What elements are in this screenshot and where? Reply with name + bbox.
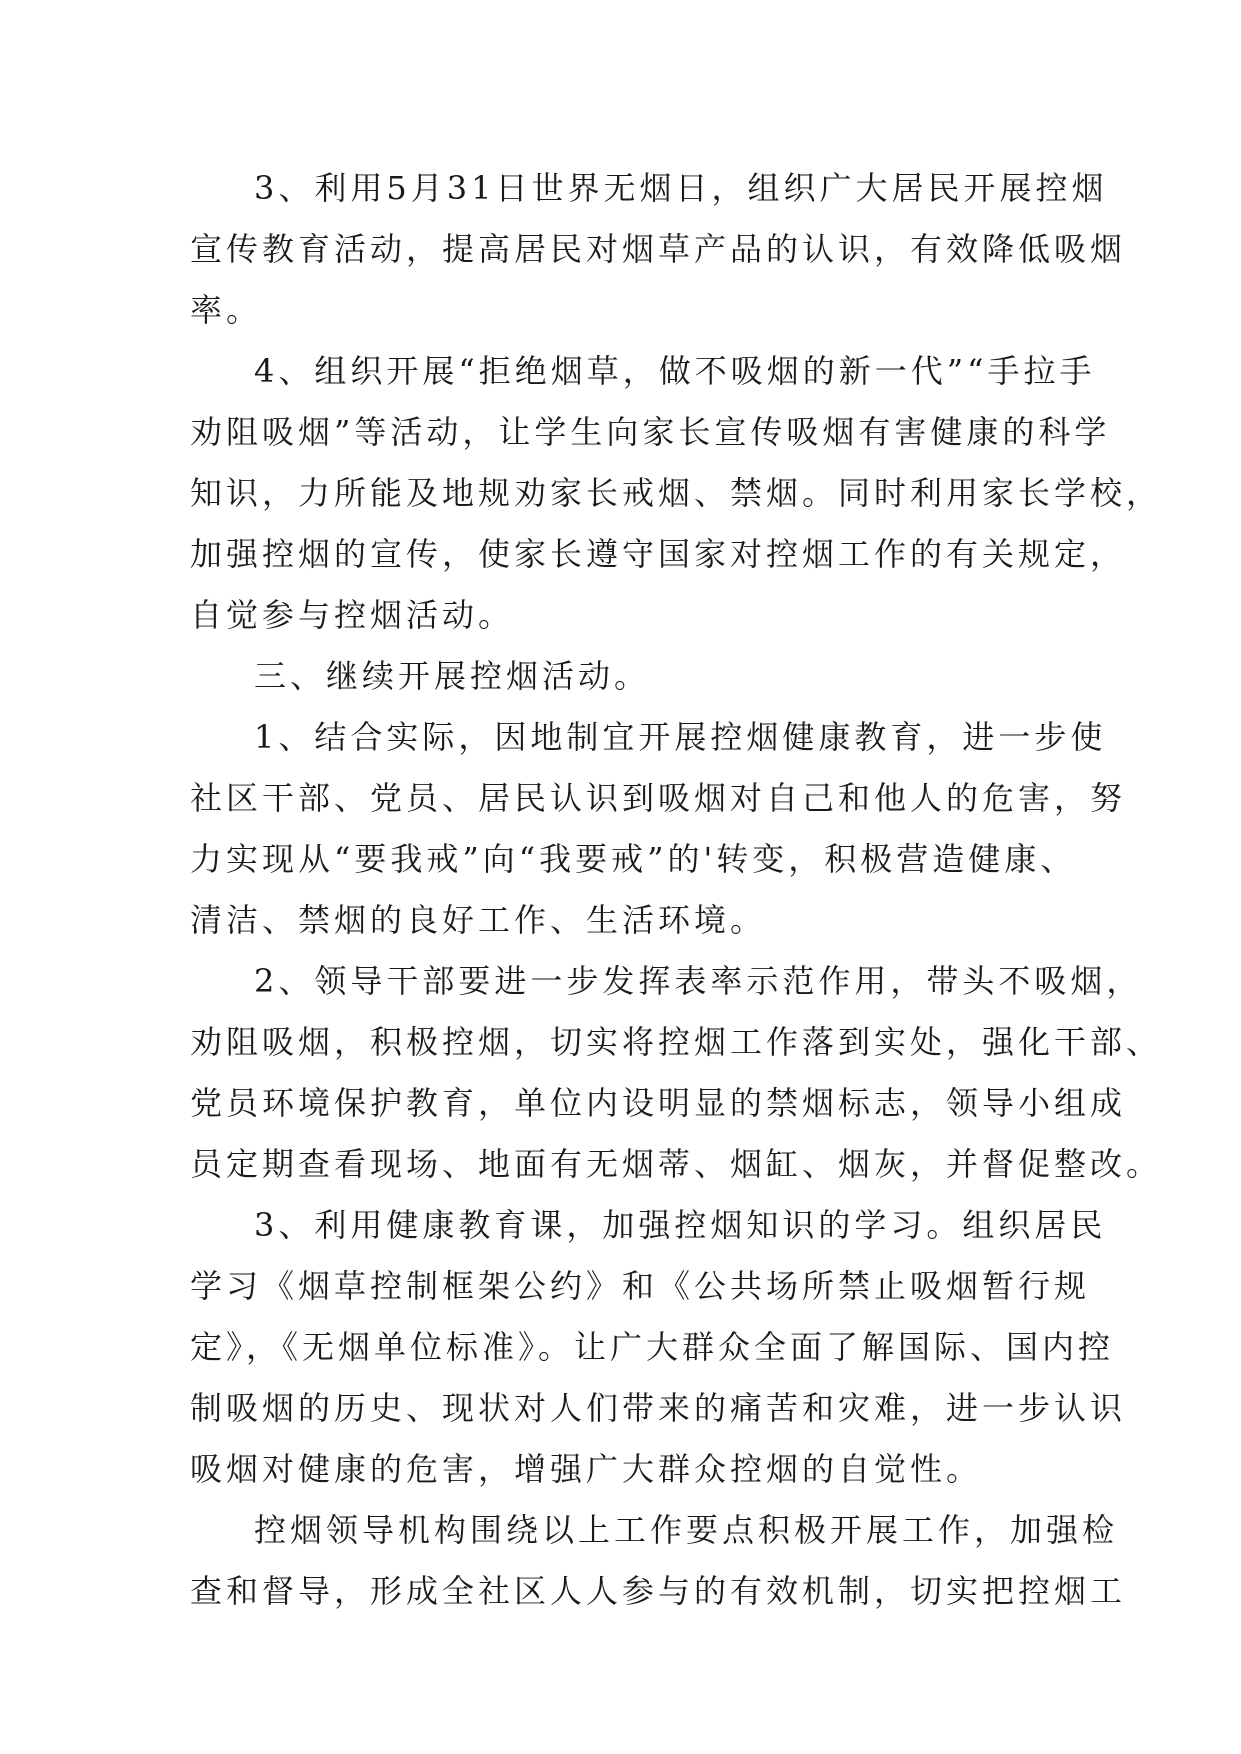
text-line: 力实现从“要我戒”向“我要戒”的'转变，积极营造健康、 [190, 840, 1077, 878]
paragraph-knowledge-study [190, 1195, 1127, 1500]
text-line: 控烟领导机构围绕以上工作要点积极开展工作，加强检 [254, 1511, 1119, 1549]
section-heading [190, 646, 1090, 707]
text-line: 查和督导，形成全社区人人参与的有效机制，切实把控烟工 [190, 1572, 1127, 1610]
text-line: 宣传教育活动，提高居民对烟草产品的认识，有效降低吸烟 [190, 230, 1127, 268]
text-line: 自觉参与控烟活动。 [190, 596, 515, 634]
paragraph-health-education [190, 707, 1127, 951]
text-line: 1、结合实际，因地制宜开展控烟健康教育，进一步使 [254, 718, 1107, 756]
text-line: 制吸烟的历史、现状对人们带来的痛苦和灾难，进一步认识 [190, 1389, 1127, 1427]
text-line: 2、领导干部要进一步发挥表率示范作用，带头不吸烟， [254, 962, 1143, 1000]
text-line: 党员环境保护教育，单位内设明显的禁烟标志，领导小组成 [190, 1084, 1127, 1122]
paragraph-student-activities [190, 341, 1163, 646]
text-line: 知识，力所能及地规劝家长戒烟、禁烟。同时利用家长学校， [190, 474, 1163, 512]
text-line: 劝阻吸烟”等活动，让学生向家长宣传吸烟有害健康的科学 [190, 413, 1111, 451]
text-line: 员定期查看现场、地面有无烟蒂、烟缸、烟灰，并督促整改。 [190, 1145, 1163, 1183]
text-line: 三、继续开展控烟活动。 [254, 657, 651, 695]
text-line: 4、组织开展“拒绝烟草，做不吸烟的新一代”“手拉手 [254, 352, 1096, 390]
text-line: 定》，《无烟单位标准》。让广大群众全面了解国际、国内控 [190, 1328, 1115, 1366]
text-line: 学习《烟草控制框架公约》和《公共场所禁止吸烟暂行规 [190, 1267, 1091, 1305]
text-line: 劝阻吸烟，积极控烟，切实将控烟工作落到实处，强化干部、 [190, 1023, 1163, 1061]
text-line: 3、利用健康教育课，加强控烟知识的学习。组织居民 [254, 1206, 1107, 1244]
text-line: 率。 [190, 291, 263, 329]
text-line: 吸烟对健康的危害，增强广大群众控烟的自觉性。 [190, 1450, 983, 1488]
text-line: 3、利用5月31日世界无烟日，组织广大居民开展控烟 [254, 169, 1108, 207]
paragraph-conclusion [190, 1500, 1127, 1622]
paragraph-world-no-tobacco-day [190, 158, 1127, 341]
text-line: 社区干部、党员、居民认识到吸烟对自己和他人的危害，努 [190, 779, 1127, 817]
text-line: 清洁、禁烟的良好工作、生活环境。 [190, 901, 767, 939]
paragraph-leadership-role [190, 951, 1163, 1195]
text-line: 加强控烟的宣传，使家长遵守国家对控烟工作的有关规定， [190, 535, 1127, 573]
document-body [190, 158, 1163, 1622]
